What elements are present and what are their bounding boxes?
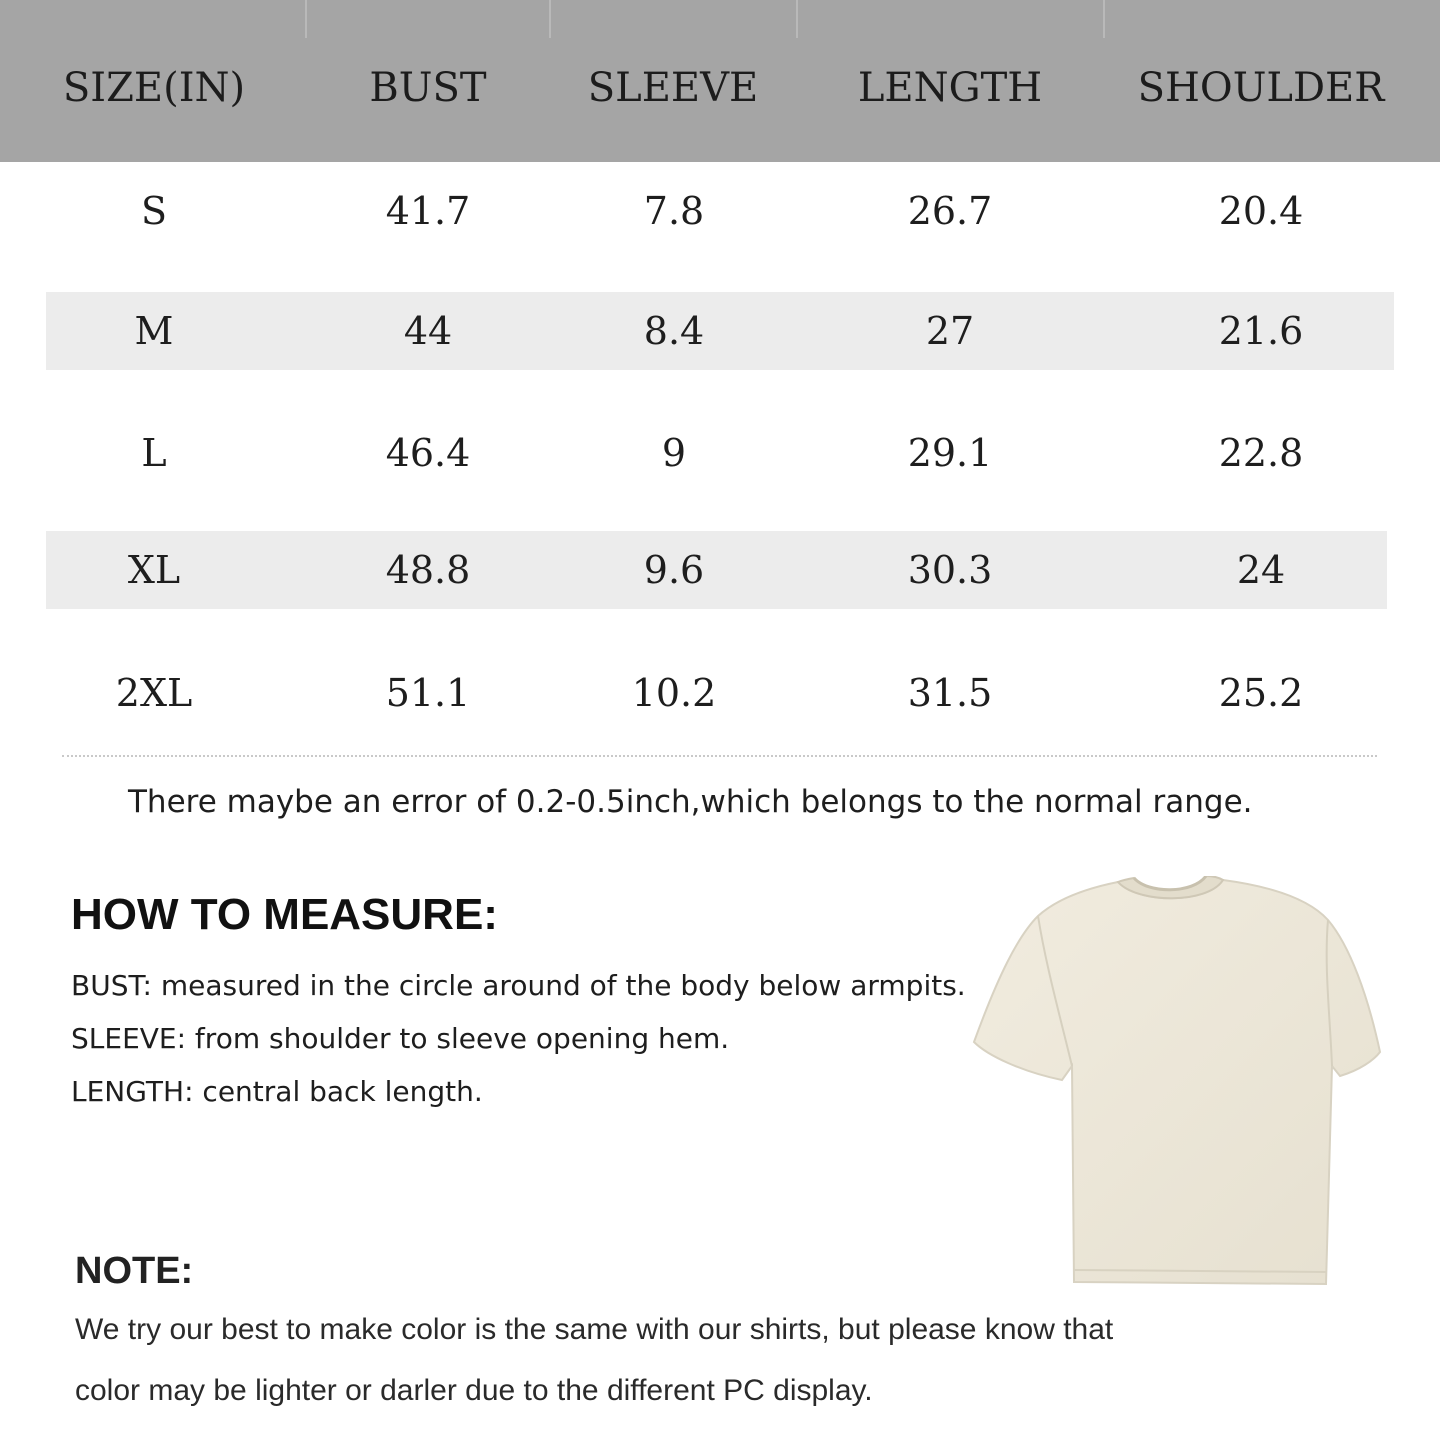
size-chart-header [0,0,1440,162]
shoulder-cell: 25.2 [1218,671,1304,715]
bust-cell: 51.1 [385,671,471,715]
sleeve-cell: 7.8 [643,189,705,233]
header-separator [549,0,551,38]
bust-cell: 44 [403,309,453,353]
sleeve-cell: 9 [661,431,687,475]
length-cell: 30.3 [907,548,993,592]
column-header-shoulder: SHOULDER [1137,65,1385,111]
tshirt-icon [968,876,1384,1288]
table-divider [62,755,1377,757]
shoulder-cell: 21.6 [1218,309,1304,353]
sleeve-cell: 9.6 [643,548,705,592]
column-header-sleeve: SLEEVE [587,65,759,111]
table-row-s [0,172,1440,250]
table-row-l [0,414,1440,492]
bust-cell: 46.4 [385,431,471,475]
measurement-error-note: There maybe an error of 0.2-0.5inch,which belongs to the normal range. [128,784,1253,820]
bust-cell: 41.7 [385,189,471,233]
sleeve-cell: 10.2 [631,671,717,715]
size-cell: L [141,431,167,475]
length-cell: 27 [925,309,975,353]
sleeve-cell: 8.4 [643,309,705,353]
length-cell: 31.5 [907,671,993,715]
shoulder-cell: 20.4 [1218,189,1304,233]
column-header-size: SIZE(IN) [62,65,246,111]
header-separator [1103,0,1105,38]
column-header-bust: BUST [369,65,487,111]
length-cell: 29.1 [907,431,993,475]
bust-cell: 48.8 [385,548,471,592]
size-cell: XL [127,548,181,592]
note-text-line-1: We try our best to make color is the same with our shirts, but please know that [75,1313,1114,1346]
header-separator [796,0,798,38]
length-cell: 26.7 [907,189,993,233]
table-row-m [46,292,1394,370]
table-row-xl [46,531,1387,609]
table-row-2xl [0,654,1440,732]
measure-length-text: LENGTH: central back length. [71,1075,483,1108]
header-separator [305,0,307,38]
size-cell: 2XL [115,671,193,715]
measure-bust-text: BUST: measured in the circle around of the body below armpits. [71,969,966,1002]
note-title: NOTE: [75,1250,194,1292]
size-cell: M [134,309,174,353]
note-text-line-2: color may be lighter or darler due to the different PC display. [75,1374,873,1407]
size-cell: S [140,189,168,233]
shoulder-cell: 24 [1236,548,1286,592]
measure-sleeve-text: SLEEVE: from shoulder to sleeve opening hem. [71,1022,730,1055]
column-header-length: LENGTH [857,65,1043,111]
how-to-measure-title: HOW TO MEASURE: [71,890,498,939]
shoulder-cell: 22.8 [1218,431,1304,475]
